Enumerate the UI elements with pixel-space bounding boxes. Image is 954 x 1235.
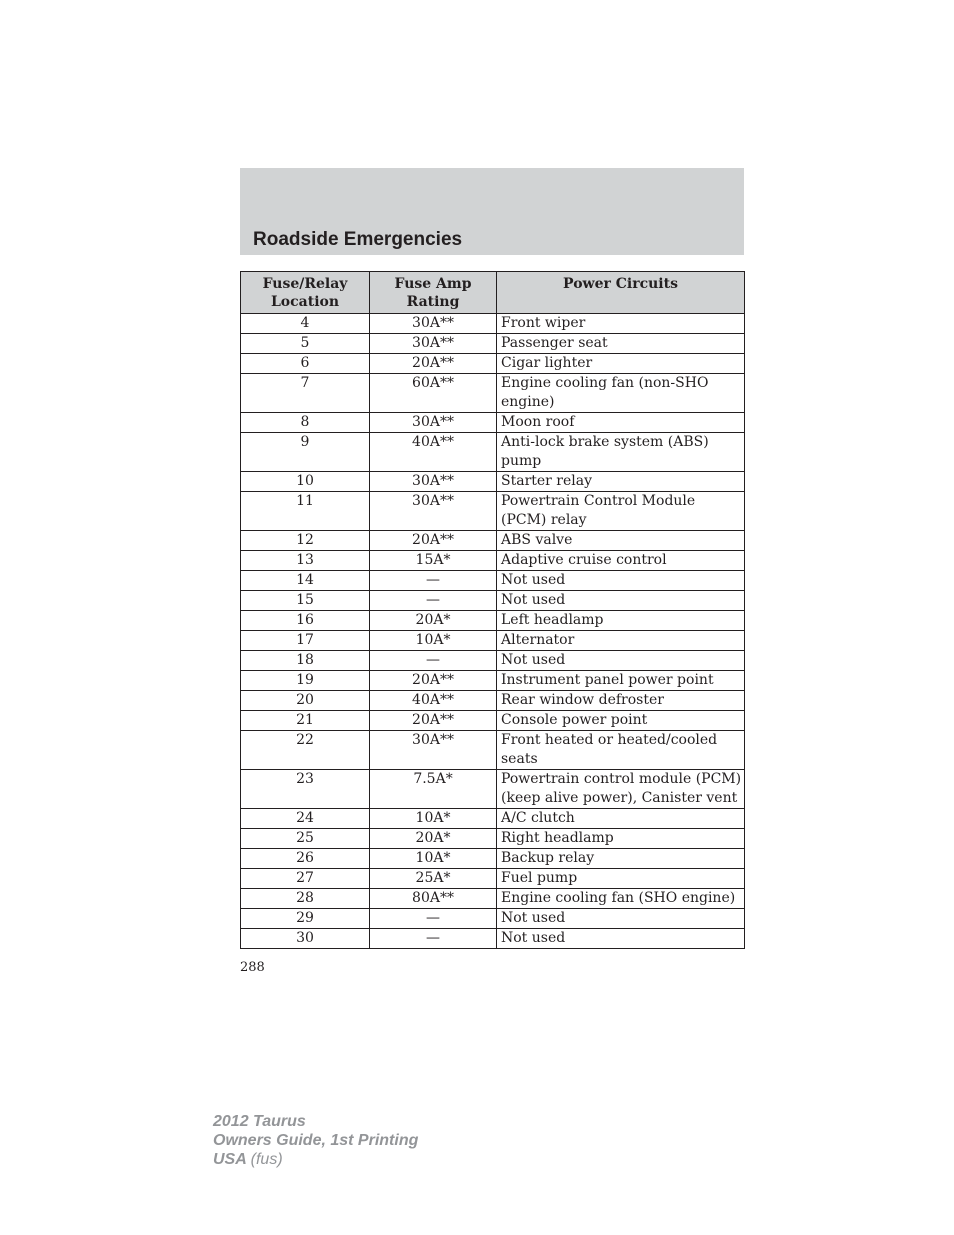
fuse-location-cell: 16 xyxy=(241,611,370,631)
power-circuit-cell: Backup relay xyxy=(497,849,745,869)
table-row xyxy=(241,671,745,691)
fuse-location-cell: 28 xyxy=(241,889,370,909)
power-circuit-cell: Rear window defroster xyxy=(497,691,745,711)
power-circuit-cell: Alternator xyxy=(497,631,745,651)
table-row xyxy=(241,631,745,651)
table-row xyxy=(241,889,745,909)
fuse-amp-cell: — xyxy=(370,909,497,929)
power-circuit-cell: Adaptive cruise control xyxy=(497,551,745,571)
power-circuit-cell: Not used xyxy=(497,571,745,591)
page-number: 288 xyxy=(240,960,265,975)
fuse-amp-cell: 10A* xyxy=(370,631,497,651)
fuse-location-cell: 23 xyxy=(241,770,370,809)
fuse-amp-cell: 20A** xyxy=(370,531,497,551)
header-power-circuits: Power Circuits xyxy=(497,272,745,314)
fuse-amp-cell: 30A** xyxy=(370,492,497,531)
fuse-amp-cell: 20A* xyxy=(370,611,497,631)
fuse-amp-cell: 30A** xyxy=(370,413,497,433)
fuse-amp-cell: — xyxy=(370,929,497,949)
fuse-location-cell: 12 xyxy=(241,531,370,551)
power-circuit-cell: Fuel pump xyxy=(497,869,745,889)
fuse-location-cell: 11 xyxy=(241,492,370,531)
table-row xyxy=(241,374,745,413)
table-row xyxy=(241,433,745,472)
fuse-location-cell: 10 xyxy=(241,472,370,492)
table-row xyxy=(241,711,745,731)
header-fuse-amp-rating: Fuse Amp Rating xyxy=(370,272,497,314)
fuse-location-cell: 30 xyxy=(241,929,370,949)
footer-line-guide: Owners Guide, 1st Printing xyxy=(213,1132,419,1149)
footer-region: USA xyxy=(213,1151,247,1168)
power-circuit-cell: Front heated or heated/cooled seats xyxy=(497,731,745,770)
power-circuit-cell: Starter relay xyxy=(497,472,745,492)
power-circuit-cell: Powertrain Control Module (PCM) relay xyxy=(497,492,745,531)
power-circuit-cell: Not used xyxy=(497,591,745,611)
table-row xyxy=(241,849,745,869)
fuse-table xyxy=(240,271,745,949)
table-row xyxy=(241,531,745,551)
table-row xyxy=(241,611,745,631)
footer xyxy=(213,1112,418,1169)
fuse-location-cell: 5 xyxy=(241,334,370,354)
fuse-location-cell: 9 xyxy=(241,433,370,472)
table-row xyxy=(241,334,745,354)
fuse-amp-cell: 20A* xyxy=(370,829,497,849)
fuse-amp-cell: 60A** xyxy=(370,374,497,413)
fuse-amp-cell: 30A** xyxy=(370,334,497,354)
power-circuit-cell: Console power point xyxy=(497,711,745,731)
table-header-row xyxy=(241,272,745,314)
table-row xyxy=(241,354,745,374)
table-row xyxy=(241,909,745,929)
fuse-location-cell: 15 xyxy=(241,591,370,611)
fuse-amp-cell: 40A** xyxy=(370,433,497,472)
fuse-amp-cell: 30A** xyxy=(370,314,497,334)
fuse-location-cell: 18 xyxy=(241,651,370,671)
fuse-location-cell: 4 xyxy=(241,314,370,334)
fuse-amp-cell: 20A** xyxy=(370,711,497,731)
footer-line-region xyxy=(213,1150,418,1169)
fuse-amp-cell: 20A** xyxy=(370,671,497,691)
table-row xyxy=(241,929,745,949)
fuse-location-cell: 26 xyxy=(241,849,370,869)
power-circuit-cell: Instrument panel power point xyxy=(497,671,745,691)
fuse-location-cell: 29 xyxy=(241,909,370,929)
fuse-amp-cell: — xyxy=(370,571,497,591)
fuse-amp-cell: — xyxy=(370,591,497,611)
power-circuit-cell: Anti-lock brake system (ABS) pump xyxy=(497,433,745,472)
fuse-amp-cell: 10A* xyxy=(370,809,497,829)
fuse-location-cell: 14 xyxy=(241,571,370,591)
power-circuit-cell: Powertrain control module (PCM) (keep alive power), Canister vent xyxy=(497,770,745,809)
section-header-band xyxy=(240,168,744,255)
table-row xyxy=(241,829,745,849)
fuse-amp-cell: 10A* xyxy=(370,849,497,869)
fuse-location-cell: 17 xyxy=(241,631,370,651)
table-row xyxy=(241,809,745,829)
fuse-location-cell: 20 xyxy=(241,691,370,711)
fuse-amp-cell: 20A** xyxy=(370,354,497,374)
fuse-location-cell: 6 xyxy=(241,354,370,374)
power-circuit-cell: Engine cooling fan (non-SHO engine) xyxy=(497,374,745,413)
power-circuit-cell: Not used xyxy=(497,929,745,949)
fuse-location-cell: 7 xyxy=(241,374,370,413)
fuse-amp-cell: 25A* xyxy=(370,869,497,889)
power-circuit-cell: A/C clutch xyxy=(497,809,745,829)
fuse-location-cell: 19 xyxy=(241,671,370,691)
header-fuse-relay-location: Fuse/Relay Location xyxy=(241,272,370,314)
power-circuit-cell: Left headlamp xyxy=(497,611,745,631)
fuse-amp-cell: — xyxy=(370,651,497,671)
fuse-location-cell: 21 xyxy=(241,711,370,731)
table-row xyxy=(241,492,745,531)
fuse-amp-cell: 40A** xyxy=(370,691,497,711)
table-row xyxy=(241,472,745,492)
power-circuit-cell: ABS valve xyxy=(497,531,745,551)
table-row xyxy=(241,770,745,809)
table-row xyxy=(241,869,745,889)
fuse-amp-cell: 7.5A* xyxy=(370,770,497,809)
table-row xyxy=(241,651,745,671)
table-row xyxy=(241,591,745,611)
power-circuit-cell: Cigar lighter xyxy=(497,354,745,374)
power-circuit-cell: Passenger seat xyxy=(497,334,745,354)
fuse-amp-cell: 15A* xyxy=(370,551,497,571)
fuse-location-cell: 8 xyxy=(241,413,370,433)
power-circuit-cell: Front wiper xyxy=(497,314,745,334)
fuse-table-body xyxy=(241,314,745,949)
fuse-location-cell: 13 xyxy=(241,551,370,571)
section-title: Roadside Emergencies xyxy=(253,229,463,250)
footer-line-model: 2012 Taurus xyxy=(213,1113,306,1130)
fuse-location-cell: 25 xyxy=(241,829,370,849)
table-row xyxy=(241,731,745,770)
fuse-amp-cell: 30A** xyxy=(370,472,497,492)
table-row xyxy=(241,314,745,334)
fuse-amp-cell: 30A** xyxy=(370,731,497,770)
power-circuit-cell: Moon roof xyxy=(497,413,745,433)
fuse-location-cell: 27 xyxy=(241,869,370,889)
table-row xyxy=(241,691,745,711)
power-circuit-cell: Not used xyxy=(497,909,745,929)
footer-region-code: (fus) xyxy=(250,1151,283,1168)
power-circuit-cell: Not used xyxy=(497,651,745,671)
table-row xyxy=(241,571,745,591)
fuse-location-cell: 24 xyxy=(241,809,370,829)
table-row xyxy=(241,551,745,571)
fuse-location-cell: 22 xyxy=(241,731,370,770)
fuse-amp-cell: 80A** xyxy=(370,889,497,909)
power-circuit-cell: Engine cooling fan (SHO engine) xyxy=(497,889,745,909)
table-row xyxy=(241,413,745,433)
power-circuit-cell: Right headlamp xyxy=(497,829,745,849)
